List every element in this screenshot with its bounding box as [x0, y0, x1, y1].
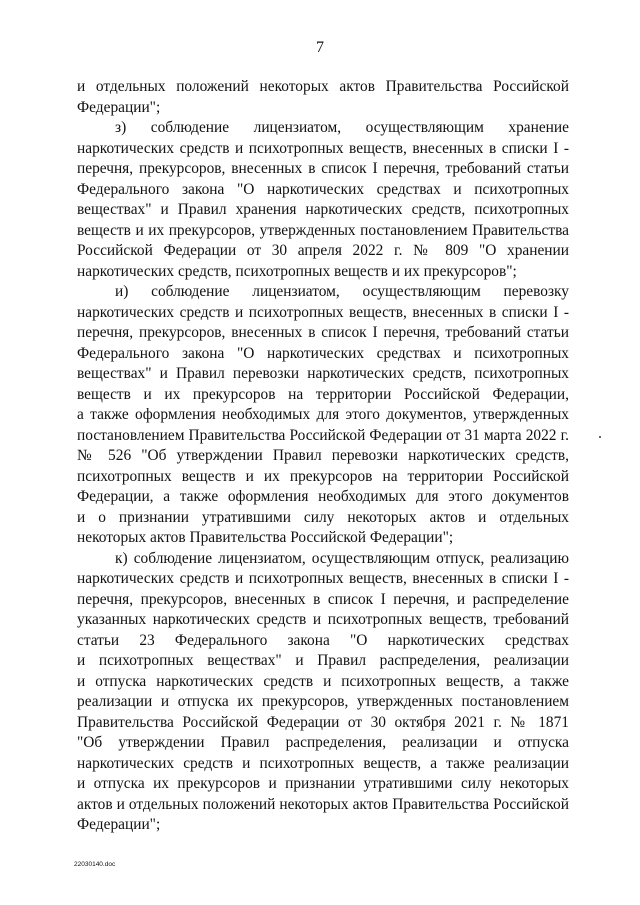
text-line: перечня, прекурсоров, внесенных в список I перечня, и распределение	[77, 590, 569, 608]
text-line: веществ и их прекурсоров на территории Российской Федерации,	[77, 385, 569, 403]
text-line: некоторых актов Правительства Российской Федерации";	[77, 529, 454, 546]
text-line: веществах" и Правил хранения наркотических средств, психотропных	[77, 201, 569, 218]
text-line: наркотических средств, психотропных веществ и их прекурсоров";	[77, 262, 517, 280]
text-line: наркотических средств и психотропных веществ, а также реализации	[77, 754, 569, 772]
text-line: психотропных веществ и их прекурсоров на территории Российской	[77, 467, 569, 485]
text-line: и отдельных положений некоторых актов Правительства Российской	[77, 78, 569, 95]
text-line: з) соблюдение лицензиатом, осуществляющим хранение	[115, 119, 569, 136]
body-text	[77, 77, 569, 836]
text-line: наркотических средств и психотропных веществ, внесенных в списки I -	[77, 570, 569, 587]
text-line: указанных наркотических средств и психотропных веществ, требований	[77, 611, 569, 628]
text-line: Российской Федерации от 30 апреля 2022 г. № 809 "О хранении	[77, 242, 569, 259]
text-line: постановлением Правительства Российской Федерации от 31 марта 2022 г.	[77, 426, 569, 444]
text-line: и отпуска наркотических средств и психотропных веществ, а также	[77, 672, 569, 690]
text-line: реализации и отпуска их прекурсоров, утвержденных постановлением	[77, 693, 569, 710]
text-line: веществ и их прекурсоров, утвержденных постановлением Правительства	[77, 221, 569, 239]
margin-mark	[599, 436, 601, 438]
text-line: наркотических средств и психотропных веществ, внесенных в списки I -	[77, 139, 569, 157]
text-line: к) соблюдение лицензиатом, осуществляющим отпуск, реализацию	[115, 549, 569, 567]
text-line: Федерации, а также оформления необходимых для этого документов	[77, 488, 569, 505]
page-number: 7	[316, 39, 324, 56]
text-line: Федерального закона "О наркотических средствах и психотропных	[77, 344, 569, 362]
text-line: Федерации";	[77, 816, 161, 833]
text-line: Федерации";	[77, 98, 161, 116]
text-line: наркотических средств и психотропных веществ, внесенных в списки I -	[77, 303, 569, 321]
text-line: перечня, прекурсоров, внесенных в список I перечня, требований статьи	[77, 160, 569, 177]
text-line: и о признании утратившими силу некоторых актов и отдельных	[77, 508, 569, 526]
text-line: "Об утверждении Правил распределения, реализации и отпуска	[77, 734, 569, 751]
text-line: и психотропных веществах" и Правил распределения, реализации	[77, 652, 569, 669]
text-line: а также оформления необходимых для этого документов, утвержденных	[77, 406, 569, 423]
text-line: Правительства Российской Федерации от 30 октября 2021 г. № 1871	[77, 713, 569, 731]
text-line: и отпуска их прекурсоров и признании утратившими силу некоторых	[77, 775, 569, 792]
text-line: № 526 "Об утверждении Правил перевозки наркотических средств,	[77, 447, 569, 464]
text-line: Федерального закона "О наркотических средствах и психотропных	[77, 180, 569, 198]
footer-filename: 22030140.doc	[74, 861, 116, 868]
text-line: перечня, прекурсоров, внесенных в список I перечня, требований статьи	[77, 324, 569, 341]
text-line: актов и отдельных положений некоторых актов Правительства Российской	[77, 795, 569, 813]
text-line: и) соблюдение лицензиатом, осуществляющим перевозку	[115, 283, 569, 300]
text-line: статьи 23 Федерального закона "О наркотических средствах	[77, 631, 569, 649]
text-line: веществах" и Правил перевозки наркотических средств, психотропных	[77, 365, 569, 382]
